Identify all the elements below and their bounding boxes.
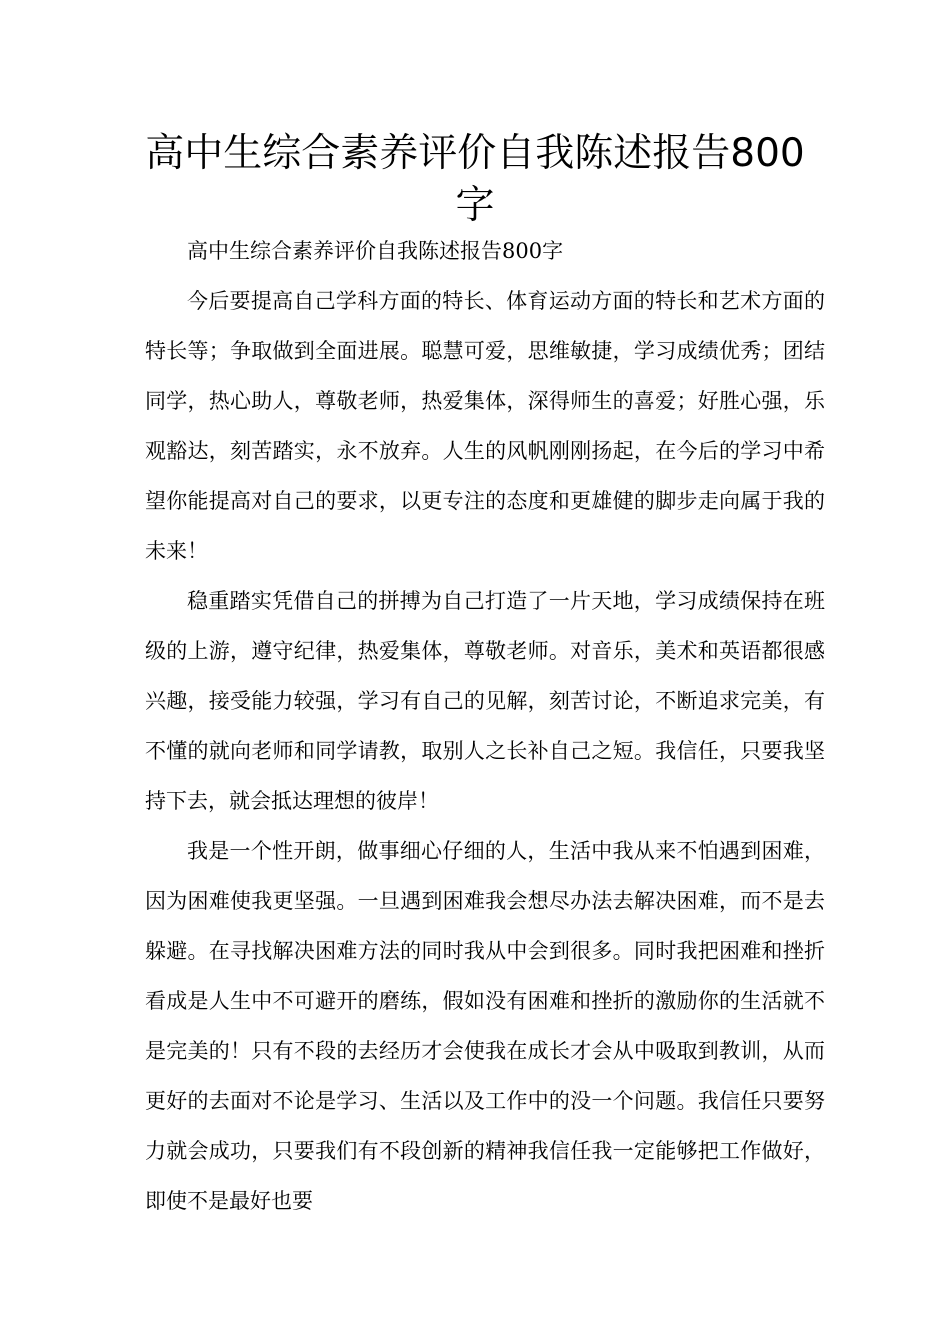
document-title: 高中生综合素养评价自我陈述报告800字 [145, 131, 805, 228]
body-paragraph: 我是一个性开朗，做事细心仔细的人，生活中我从来不怕遇到困难，因为困难使我更坚强。一旦遇到困难我会想尽办法去解决困难，而不是去躲避。在寻找解决困难方法的同时我从中会到很多。同时我把困难和挫折看成是人生中不可避开的磨练，假如没有困难和挫折的激励你的生活就不是完美的！只有不段的去经历才会使我在成长才会从中吸取到教训，从而更好的去面对不论是学习、生活以及工作中的没一个问题。我信任只要努力就会成功，只要我们有不段创新的精神我信任我一定能够把工作做好，即使不是最好也要 [145, 839, 825, 1213]
body-paragraph: 今后要提高自己学科方面的特长、体育运动方面的特长和艺术方面的特长等；争取做到全面进展。聪慧可爱，思维敏捷，学习成绩优秀；团结同学，热心助人，尊敬老师，热爱集体，深得师生的喜爱；好胜心强，乐观豁达，刻苦踏实，永不放弃。人生的风帆刚刚扬起，在今后的学习中希望你能提高对自己的要求，以更专注的态度和更雄健的脚步走向属于我的未来！ [145, 289, 825, 563]
body-paragraph-heading: 高中生综合素养评价自我陈述报告800字 [187, 239, 564, 263]
body-paragraph: 稳重踏实凭借自己的拼搏为自己打造了一片天地，学习成绩保持在班级的上游，遵守纪律，热爱集体，尊敬老师。对音乐，美术和英语都很感兴趣，接受能力较强，学习有自己的见解，刻苦讨论，不断追求完美，有不懂的就向老师和同学请教，取别人之长补自己之短。我信任，只要我坚持下去，就会抵达理想的彼岸！ [145, 589, 825, 813]
document-body [145, 226, 825, 1226]
